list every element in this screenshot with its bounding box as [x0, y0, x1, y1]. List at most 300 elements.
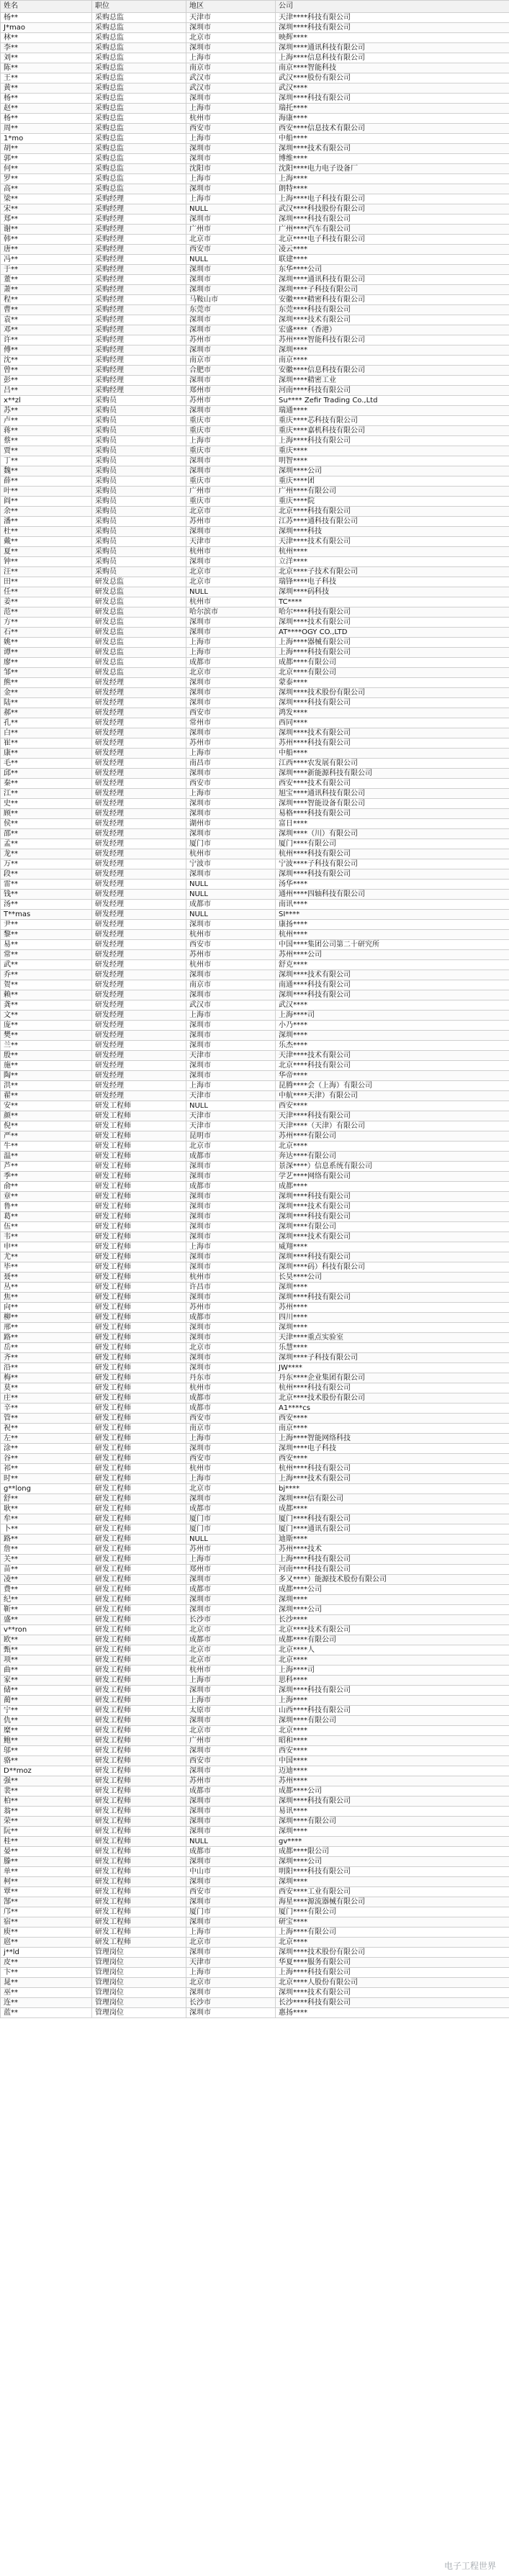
- cell-name: 晁**: [1, 1978, 92, 1988]
- cell-job: 研发工程师: [92, 1827, 186, 1837]
- cell-area: 上海市: [186, 749, 276, 759]
- cell-job: 研发工程师: [92, 1575, 186, 1585]
- cell-area: 深圳市: [186, 406, 276, 416]
- cell-area: 成都市: [186, 1786, 276, 1797]
- table-row: [1, 718, 509, 728]
- cell-company: 乐慧****: [276, 1343, 509, 1353]
- cell-name: 崔**: [1, 738, 92, 749]
- cell-company: 深圳****公司: [276, 466, 509, 476]
- cell-company: 深圳****技术有限公司: [276, 144, 509, 154]
- cell-area: 北京市: [186, 1726, 276, 1736]
- cell-company: 深圳****科技有限公司: [276, 698, 509, 708]
- cell-job: 采购员: [92, 507, 186, 517]
- cell-job: 研发工程师: [92, 1313, 186, 1323]
- cell-job: 研发工程师: [92, 1928, 186, 1938]
- table-row: [1, 13, 509, 23]
- cell-job: 研发工程师: [92, 1383, 186, 1393]
- cell-job: 研发总监: [92, 597, 186, 607]
- table-row: [1, 668, 509, 678]
- cell-area: 深圳市: [186, 1363, 276, 1373]
- cell-area: 北京市: [186, 507, 276, 517]
- cell-area: NULL: [186, 890, 276, 900]
- cell-company: 北京****: [276, 1938, 509, 1948]
- cell-area: 深圳市: [186, 1877, 276, 1887]
- cell-area: 深圳市: [186, 628, 276, 638]
- cell-company: 旭宝****通讯科技有限公司: [276, 789, 509, 799]
- cell-company: 深圳****有限公司: [276, 1716, 509, 1726]
- cell-area: 杭州市: [186, 547, 276, 557]
- cell-area: 深圳市: [186, 1605, 276, 1615]
- cell-job: 研发工程师: [92, 1837, 186, 1847]
- cell-area: 上海市: [186, 1928, 276, 1938]
- table-row: [1, 618, 509, 628]
- cell-job: 研发工程师: [92, 1303, 186, 1313]
- cell-company: 武汉****: [276, 1000, 509, 1011]
- cell-job: 研发工程师: [92, 1212, 186, 1222]
- cell-company: 沈阳****电力电子设备厂: [276, 164, 509, 174]
- cell-area: 西安市: [186, 1414, 276, 1424]
- table-row: [1, 1454, 509, 1464]
- cell-name: 黄**: [1, 83, 92, 94]
- cell-company: 凌云****: [276, 245, 509, 255]
- cell-job: 研发总监: [92, 658, 186, 668]
- cell-company: 苏州****公司: [276, 950, 509, 960]
- cell-area: 深圳市: [186, 184, 276, 194]
- cell-company: 迪斯****: [276, 1535, 509, 1545]
- cell-name: 龚**: [1, 1000, 92, 1011]
- cell-area: 深圳市: [186, 214, 276, 225]
- cell-name: 雷**: [1, 880, 92, 890]
- cell-name: 龙**: [1, 849, 92, 859]
- cell-area: 深圳市: [186, 1857, 276, 1867]
- cell-job: 研发工程师: [92, 1182, 186, 1192]
- table-row: [1, 466, 509, 476]
- cell-area: 湖州市: [186, 819, 276, 829]
- cell-company: 上海****: [276, 1696, 509, 1706]
- header-row: [1, 1, 509, 13]
- cell-company: 上海****技术有限公司: [276, 1474, 509, 1484]
- cell-job: 采购经理: [92, 366, 186, 376]
- cell-job: 研发工程师: [92, 1786, 186, 1797]
- cell-company: 山西****科技有限公司: [276, 1706, 509, 1716]
- cell-company: 深圳****技术有限公司: [276, 970, 509, 980]
- cell-job: 研发工程师: [92, 1444, 186, 1454]
- cell-name: 涂**: [1, 1444, 92, 1454]
- cell-name: 项**: [1, 1655, 92, 1666]
- cell-name: 丁**: [1, 456, 92, 466]
- cell-company: 小乃****: [276, 1021, 509, 1031]
- cell-job: 研发经理: [92, 910, 186, 920]
- cell-name: 冯**: [1, 255, 92, 265]
- table-row: [1, 1142, 509, 1152]
- cell-company: 重庆****芯科技有限公司: [276, 416, 509, 426]
- cell-area: 深圳市: [186, 769, 276, 779]
- table-row: [1, 1494, 509, 1504]
- cell-name: 王**: [1, 73, 92, 83]
- cell-name: 武**: [1, 960, 92, 970]
- cell-job: 研发工程师: [92, 1152, 186, 1162]
- cell-job: 研发工程师: [92, 1938, 186, 1948]
- cell-name: 范**: [1, 607, 92, 618]
- cell-name: 谭**: [1, 648, 92, 658]
- cell-job: 采购总监: [92, 164, 186, 174]
- cell-area: 西安市: [186, 779, 276, 789]
- cell-name: 叶**: [1, 487, 92, 497]
- cell-name: 谢**: [1, 225, 92, 235]
- table-row: [1, 507, 509, 517]
- table-row: [1, 1383, 509, 1393]
- cell-area: 郑州市: [186, 1565, 276, 1575]
- cell-area: 天津市: [186, 1111, 276, 1121]
- cell-area: NULL: [186, 587, 276, 597]
- cell-job: 研发工程师: [92, 1101, 186, 1111]
- cell-company: 江西****农发展有限公司: [276, 759, 509, 769]
- cell-company: 深圳****码科技: [276, 587, 509, 597]
- cell-job: 研发工程师: [92, 1454, 186, 1464]
- cell-area: 长沙市: [186, 1998, 276, 2008]
- cell-company: 上海****: [276, 174, 509, 184]
- cell-area: 深圳市: [186, 1716, 276, 1726]
- cell-area: 深圳市: [186, 1827, 276, 1837]
- cell-company: 瑞锋****电子科技: [276, 577, 509, 587]
- table-row: [1, 194, 509, 204]
- cell-name: 连**: [1, 1998, 92, 2008]
- cell-job: 研发工程师: [92, 1867, 186, 1877]
- table-row: [1, 1474, 509, 1484]
- cell-area: 深圳市: [186, 809, 276, 819]
- cell-name: 蓝**: [1, 2008, 92, 2018]
- cell-company: 宁波****子科技有限公司: [276, 859, 509, 869]
- cell-name: 季**: [1, 1172, 92, 1182]
- cell-area: 深圳市: [186, 1494, 276, 1504]
- cell-company: 威翔****: [276, 1242, 509, 1252]
- cell-name: 鲁**: [1, 1202, 92, 1212]
- cell-job: 研发工程师: [92, 1333, 186, 1343]
- table-row: [1, 809, 509, 819]
- table-row: [1, 1081, 509, 1091]
- cell-name: 秦**: [1, 779, 92, 789]
- table-row: [1, 1414, 509, 1424]
- table-row: [1, 980, 509, 990]
- cell-name: 甄**: [1, 1645, 92, 1655]
- cell-name: 段**: [1, 869, 92, 880]
- cell-area: 南京市: [186, 1424, 276, 1434]
- cell-name: 洪**: [1, 1081, 92, 1091]
- cell-name: 韩**: [1, 235, 92, 245]
- cell-company: 深圳****技术股份有限公司: [276, 1948, 509, 1958]
- cell-job: 研发工程师: [92, 1746, 186, 1756]
- cell-name: 易**: [1, 940, 92, 950]
- cell-area: 深圳市: [186, 1162, 276, 1172]
- table-row: [1, 527, 509, 537]
- cell-company: 学艺****网络有限公司: [276, 1172, 509, 1182]
- cell-job: 研发工程师: [92, 1857, 186, 1867]
- cell-company: 成都****有限公司: [276, 658, 509, 668]
- cell-job: 研发工程师: [92, 1625, 186, 1635]
- cell-company: 安徽****精密科技有限公司: [276, 295, 509, 305]
- cell-job: 研发工程师: [92, 1645, 186, 1655]
- cell-job: 研发经理: [92, 708, 186, 718]
- cell-company: 南通****科技有限公司: [276, 980, 509, 990]
- cell-company: 海康****: [276, 114, 509, 124]
- cell-job: 采购经理: [92, 194, 186, 204]
- table-row: [1, 1031, 509, 1041]
- cell-name: 曹**: [1, 305, 92, 315]
- table-row: [1, 386, 509, 396]
- cell-job: 研发经理: [92, 1061, 186, 1071]
- cell-name: 翟**: [1, 1091, 92, 1101]
- table-row: [1, 1928, 509, 1938]
- cell-name: 钟**: [1, 557, 92, 567]
- table-row: [1, 1827, 509, 1837]
- cell-company: 深圳****子科技有限公司: [276, 285, 509, 295]
- cell-area: 成都市: [186, 1585, 276, 1595]
- table-row: [1, 416, 509, 426]
- table-body: [1, 13, 509, 2018]
- cell-area: 深圳市: [186, 1686, 276, 1696]
- cell-name: 韦**: [1, 1232, 92, 1242]
- cell-company: 舒克****: [276, 960, 509, 970]
- cell-name: 彭**: [1, 376, 92, 386]
- cell-area: 深圳市: [186, 1212, 276, 1222]
- cell-area: 深圳市: [186, 1222, 276, 1232]
- cell-company: 惠扬****: [276, 2008, 509, 2018]
- table-row: [1, 225, 509, 235]
- cell-job: 管理岗位: [92, 1968, 186, 1978]
- table-row: [1, 738, 509, 749]
- table-row: [1, 1021, 509, 1031]
- table-row: [1, 1242, 509, 1252]
- cell-job: 研发工程师: [92, 1273, 186, 1283]
- cell-company: TC****: [276, 597, 509, 607]
- cell-job: 研发经理: [92, 829, 186, 839]
- table-row: [1, 849, 509, 859]
- cell-company: AT****OGY CO.,LTD: [276, 628, 509, 638]
- cell-area: 丹东市: [186, 1373, 276, 1383]
- cell-job: 采购经理: [92, 315, 186, 325]
- cell-company: 深圳****技术有限公司: [276, 618, 509, 628]
- cell-name: 倪**: [1, 1121, 92, 1131]
- cell-name: 姚**: [1, 638, 92, 648]
- cell-area: 长沙市: [186, 1615, 276, 1625]
- table-row: [1, 53, 509, 63]
- cell-name: 颜**: [1, 1111, 92, 1121]
- table-row: [1, 1948, 509, 1958]
- cell-name: g**long: [1, 1484, 92, 1494]
- cell-job: 研发工程师: [92, 1585, 186, 1595]
- cell-company: 蒙泰****: [276, 678, 509, 688]
- table-row: [1, 789, 509, 799]
- cell-company: 汤华****: [276, 880, 509, 890]
- table-row: [1, 1766, 509, 1776]
- cell-job: 研发工程师: [92, 1797, 186, 1807]
- cell-name: 沈**: [1, 356, 92, 366]
- table-row: [1, 557, 509, 567]
- table-row: [1, 628, 509, 638]
- cell-name: T**mas: [1, 910, 92, 920]
- cell-name: 夏**: [1, 547, 92, 557]
- cell-job: 研发工程师: [92, 1615, 186, 1625]
- table-row: [1, 1252, 509, 1262]
- cell-area: 深圳市: [186, 154, 276, 164]
- table-row: [1, 1998, 509, 2008]
- table-row: [1, 1786, 509, 1797]
- cell-job: 采购员: [92, 396, 186, 406]
- cell-area: 深圳市: [186, 527, 276, 537]
- cell-company: 深圳****子科技有限公司: [276, 1353, 509, 1363]
- table-row: [1, 597, 509, 607]
- cell-job: 研发经理: [92, 759, 186, 769]
- table-row: [1, 1645, 509, 1655]
- cell-name: 阎**: [1, 497, 92, 507]
- table-row: [1, 1202, 509, 1212]
- table-row: [1, 1000, 509, 1011]
- table-row: [1, 1071, 509, 1081]
- cell-area: 深圳市: [186, 728, 276, 738]
- cell-name: 黎**: [1, 930, 92, 940]
- cell-area: 杭州市: [186, 1383, 276, 1393]
- cell-area: 深圳市: [186, 1988, 276, 1998]
- table-row: [1, 1625, 509, 1635]
- cell-job: 研发工程师: [92, 1142, 186, 1152]
- cell-company: 深圳****精密工业: [276, 376, 509, 386]
- cell-company: 迈迪****: [276, 1766, 509, 1776]
- cell-area: 北京市: [186, 1938, 276, 1948]
- cell-name: 糜**: [1, 1726, 92, 1736]
- table-row: [1, 255, 509, 265]
- cell-job: 研发经理: [92, 980, 186, 990]
- table-row: [1, 1706, 509, 1716]
- table-row: [1, 295, 509, 305]
- cell-name: 白**: [1, 728, 92, 738]
- table-row: [1, 698, 509, 708]
- cell-company: 深圳****科技有限公司: [276, 1686, 509, 1696]
- table-row: [1, 406, 509, 416]
- cell-name: 章**: [1, 1192, 92, 1202]
- table-row: [1, 1988, 509, 1998]
- table-row: [1, 950, 509, 960]
- cell-company: 苏州****有限公司: [276, 1131, 509, 1142]
- cell-company: 乐杰****: [276, 1041, 509, 1051]
- cell-name: 戴**: [1, 537, 92, 547]
- cell-job: 采购员: [92, 456, 186, 466]
- cell-job: 管理岗位: [92, 1978, 186, 1988]
- cell-name: 丛**: [1, 1283, 92, 1293]
- table-row: [1, 1051, 509, 1061]
- cell-area: 上海市: [186, 638, 276, 648]
- cell-name: 邹**: [1, 668, 92, 678]
- cell-name: 巫**: [1, 1988, 92, 1998]
- cell-area: 北京市: [186, 33, 276, 43]
- cell-area: 东莞市: [186, 305, 276, 315]
- cell-job: 采购员: [92, 567, 186, 577]
- cell-area: 深圳市: [186, 1252, 276, 1262]
- cell-job: 研发经理: [92, 930, 186, 940]
- cell-company: 中船****: [276, 134, 509, 144]
- table-row: [1, 708, 509, 718]
- cell-name: 祝**: [1, 1424, 92, 1434]
- table-row: [1, 769, 509, 779]
- cell-area: 深圳市: [186, 345, 276, 356]
- cell-company: 杭州****科技有限公司: [276, 1383, 509, 1393]
- cell-job: 研发工程师: [92, 1686, 186, 1696]
- cell-company: 上海****信息科技有限公司: [276, 53, 509, 63]
- table-row: [1, 1353, 509, 1363]
- cell-area: 合肥市: [186, 366, 276, 376]
- table-row: [1, 2008, 509, 2018]
- cell-company: 长昊****公司: [276, 1273, 509, 1283]
- cell-job: 采购经理: [92, 295, 186, 305]
- cell-name: 家**: [1, 1676, 92, 1686]
- cell-company: 深圳****信有限公司: [276, 1494, 509, 1504]
- cell-company: 南讯****: [276, 900, 509, 910]
- cell-name: 葛**: [1, 1212, 92, 1222]
- cell-area: 北京市: [186, 668, 276, 678]
- cell-area: 上海市: [186, 789, 276, 799]
- table-row: [1, 315, 509, 325]
- cell-name: 强**: [1, 1776, 92, 1786]
- cell-job: 研发工程师: [92, 1524, 186, 1535]
- cell-job: 研发经理: [92, 1081, 186, 1091]
- cell-company: 研宝****: [276, 1917, 509, 1928]
- cell-area: 成都市: [186, 1504, 276, 1514]
- cell-company: 苏州****科技有限公司: [276, 738, 509, 749]
- cell-area: 深圳市: [186, 1444, 276, 1454]
- cell-company: 宏盛****（香港）: [276, 325, 509, 335]
- cell-area: 天津市: [186, 1958, 276, 1968]
- cell-area: 北京市: [186, 235, 276, 245]
- table-row: [1, 839, 509, 849]
- cell-job: 研发工程师: [92, 1605, 186, 1615]
- cell-area: 深圳市: [186, 285, 276, 295]
- cell-area: 上海市: [186, 1242, 276, 1252]
- cell-company: 深圳****: [276, 1595, 509, 1605]
- cell-name: 方**: [1, 618, 92, 628]
- cell-company: 东莞****科技有限公司: [276, 305, 509, 315]
- table-row: [1, 1867, 509, 1877]
- cell-area: 西安市: [186, 1756, 276, 1766]
- cell-company: 长沙****科技有限公司: [276, 1998, 509, 2008]
- cell-job: 研发经理: [92, 799, 186, 809]
- cell-area: 上海市: [186, 1968, 276, 1978]
- cell-company: 河南****科技有限公司: [276, 386, 509, 396]
- cell-name: 牟**: [1, 1514, 92, 1524]
- cell-job: 研发经理: [92, 779, 186, 789]
- cell-name: 杨**: [1, 114, 92, 124]
- cell-job: 研发工程师: [92, 1293, 186, 1303]
- cell-company: 深圳****技术有限公司: [276, 1232, 509, 1242]
- cell-area: 深圳市: [186, 1061, 276, 1071]
- cell-company: 中航****天津）有限公司: [276, 1091, 509, 1101]
- cell-job: 采购经理: [92, 255, 186, 265]
- table-row: [1, 1575, 509, 1585]
- cell-job: 研发经理: [92, 849, 186, 859]
- cell-area: 太原市: [186, 1706, 276, 1716]
- cell-area: 苏州市: [186, 1545, 276, 1555]
- cell-company: 武汉****: [276, 83, 509, 94]
- table-row: [1, 436, 509, 446]
- cell-name: 左**: [1, 1434, 92, 1444]
- cell-company: 北京****子技术有限公司: [276, 567, 509, 577]
- table-row: [1, 446, 509, 456]
- cell-area: 上海市: [186, 1081, 276, 1091]
- table-row: [1, 1655, 509, 1666]
- cell-job: 研发总监: [92, 648, 186, 658]
- cell-company: 深圳****通讯科技有限公司: [276, 275, 509, 285]
- cell-company: bj****: [276, 1484, 509, 1494]
- cell-company: 天津****科技有限公司: [276, 1111, 509, 1121]
- cell-name: 尹**: [1, 920, 92, 930]
